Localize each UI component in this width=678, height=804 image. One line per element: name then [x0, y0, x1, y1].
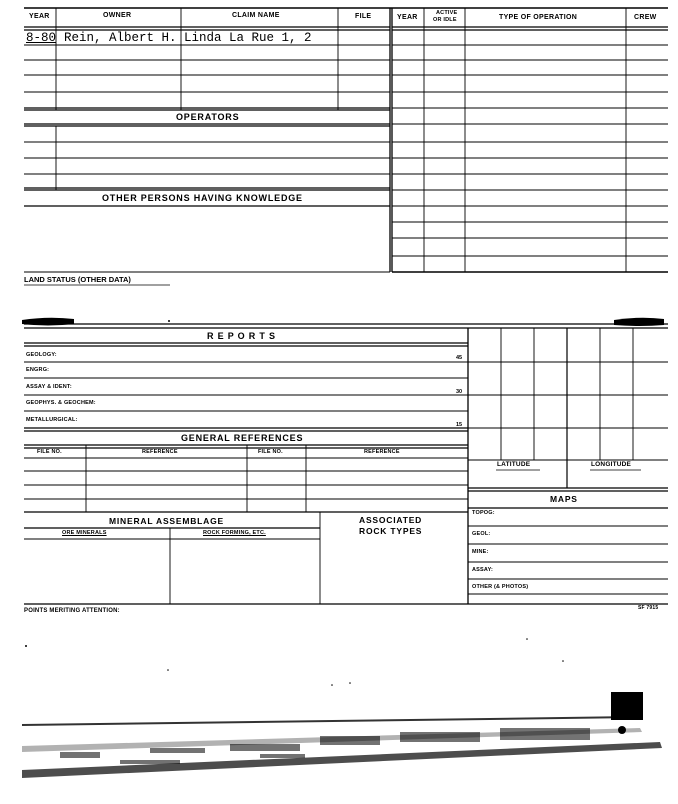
col-header-type-of-operation: TYPE OF OPERATION	[499, 14, 578, 21]
entry-year: 8-80	[26, 31, 57, 45]
report-row-label: GEOLOGY:	[26, 352, 57, 358]
points-meriting-attention-label: POINTS MERITING ATTENTION:	[24, 608, 120, 614]
scan-registration-mark	[611, 692, 643, 720]
maps-row-label: OTHER (& PHOTOS)	[472, 584, 529, 590]
maps-row-label: ASSAY:	[472, 567, 494, 573]
maps-row-label: GEOL:	[472, 531, 491, 537]
report-row-scale: 15	[456, 422, 463, 428]
col-header-or-idle: OR IDLE	[433, 17, 457, 23]
rock-forming-label: ROCK FORMING, ETC.	[203, 530, 266, 536]
associated-label: ASSOCIATED	[359, 515, 423, 525]
mineral-assemblage-heading: MINERAL ASSEMBLAGE	[109, 516, 224, 526]
col-header-file: FILE	[355, 13, 372, 20]
ref-col-file-no-2: FILE NO.	[258, 449, 283, 455]
operators-heading: OPERATORS	[176, 112, 240, 122]
col-header-year: YEAR	[29, 13, 50, 20]
entry-owner: Rein, Albert H.	[64, 31, 177, 45]
report-row-scale: 30	[456, 389, 463, 395]
land-status-label: LAND STATUS (OTHER DATA)	[24, 275, 131, 284]
col-header-year-2: YEAR	[397, 14, 418, 21]
ref-col-reference: REFERENCE	[142, 449, 178, 455]
general-references-heading: GENERAL REFERENCES	[181, 433, 304, 443]
rock-types-label: ROCK TYPES	[359, 526, 423, 536]
col-header-owner: OWNER	[103, 12, 132, 19]
col-header-claim-name: CLAIM NAME	[232, 12, 280, 19]
maps-row-label: TOPOG:	[472, 510, 495, 516]
longitude-label: LONGITUDE	[591, 461, 632, 468]
report-row-scale: 45	[456, 355, 463, 361]
report-row-label: ASSAY & IDENT:	[26, 384, 72, 390]
report-row-label: ENGRG:	[26, 367, 50, 373]
col-header-crew: CREW	[634, 14, 657, 21]
maps-row-label: MINE:	[472, 549, 489, 555]
ref-col-reference-2: REFERENCE	[364, 449, 400, 455]
col-header-active: ACTIVE	[436, 10, 458, 16]
reports-heading: R E P O R T S	[207, 331, 276, 341]
ref-col-file-no: FILE NO.	[37, 449, 62, 455]
maps-heading: MAPS	[550, 494, 578, 504]
form-number: SF 7915	[638, 605, 659, 611]
report-row-label: GEOPHYS. & GEOCHEM:	[26, 400, 96, 406]
ore-minerals-label: ORE MINERALS	[62, 530, 107, 536]
other-persons-heading: OTHER PERSONS HAVING KNOWLEDGE	[102, 193, 303, 203]
report-row-label: METALLURGICAL:	[26, 417, 78, 423]
entry-claim-name: Linda La Rue 1, 2	[184, 31, 312, 45]
latitude-label: LATITUDE	[497, 461, 531, 468]
